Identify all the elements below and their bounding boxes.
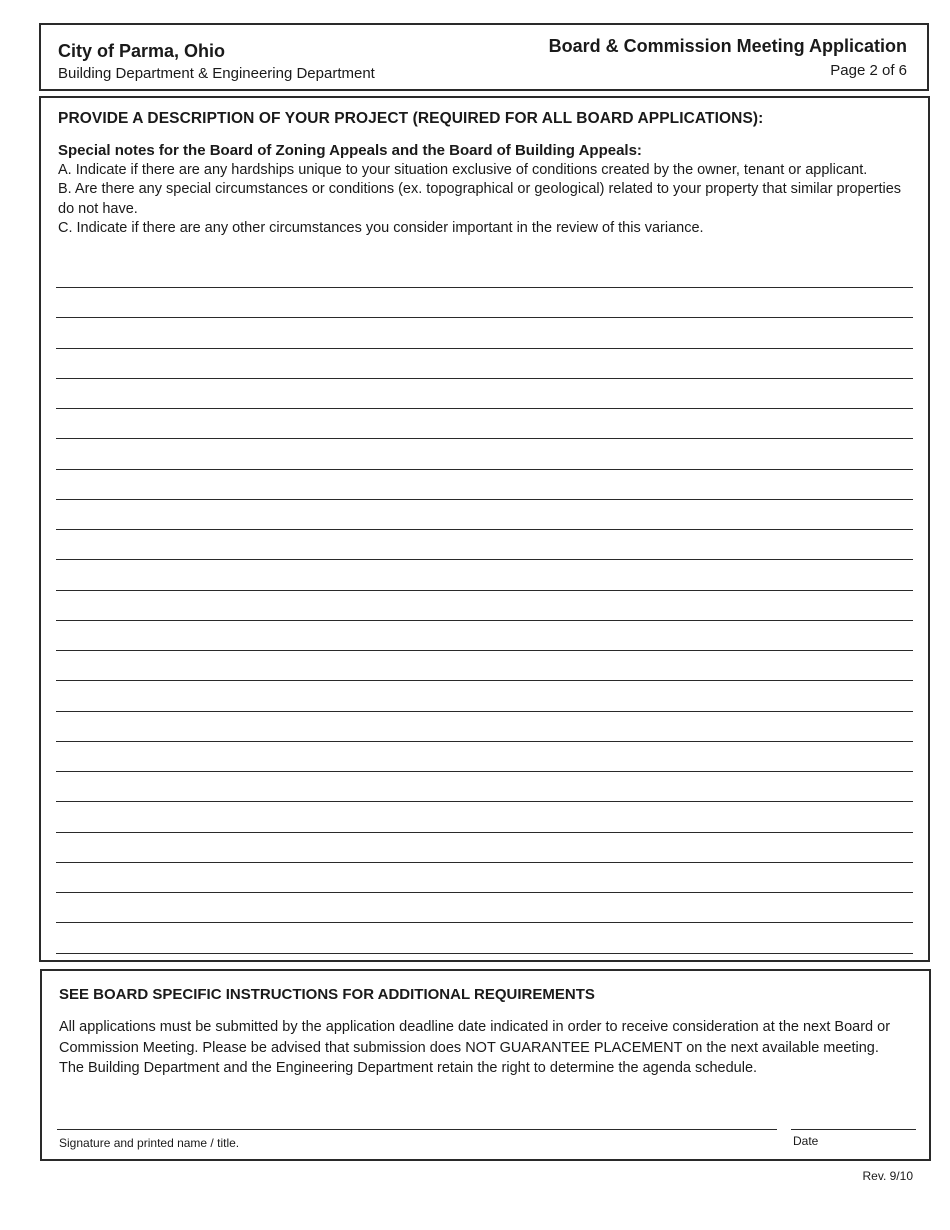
writing-line[interactable] [56,529,913,530]
note-b: B. Are there any special circumstances or conditions (ex. topographical or geological) related to your property that similar properties do not have. [58,181,902,217]
city-name: City of Parma, Ohio [58,41,226,61]
department-name: Building Department & Engineering Department [58,65,375,82]
writing-line[interactable] [56,408,913,409]
signature-line[interactable] [57,1129,777,1130]
writing-line[interactable] [56,469,913,470]
writing-line[interactable] [56,680,913,681]
writing-line[interactable] [56,953,913,954]
date-line[interactable] [791,1129,916,1130]
writing-line[interactable] [56,378,913,379]
form-title: Board & Commission Meeting Application [548,36,907,56]
writing-line[interactable] [56,650,913,651]
writing-line[interactable] [56,741,913,742]
description-section-title: PROVIDE A DESCRIPTION OF YOUR PROJECT (REQUIRED FOR ALL BOARD APPLICATIONS): [58,110,764,127]
writing-line[interactable] [56,499,913,500]
writing-line[interactable] [56,862,913,863]
writing-line[interactable] [56,348,913,349]
writing-line[interactable] [56,832,913,833]
note-a: A. Indicate if there are any hardships unique to your situation exclusive of conditions created by the owner, tenant or applicant. [58,161,868,178]
writing-line[interactable] [56,711,913,712]
special-notes [58,141,903,239]
writing-line[interactable] [56,922,913,923]
revision-note: Rev. 9/10 [862,1169,913,1183]
project-description-section [39,96,930,962]
instructions-text: All applications must be submitted by the application deadline date indicated in order to receive consideration at the next Board or Commission Meeting. Please be advised that submission does NOT GUARANTEE PLACEMENT on the next available meeting. The Building Department and the Engineering Department retain the right to determine the agenda schedule. [59,1019,891,1076]
writing-line[interactable] [56,801,913,802]
writing-line[interactable] [56,892,913,893]
page-number: Page 2 of 6 [830,62,907,79]
writing-line[interactable] [56,771,913,772]
writing-line[interactable] [56,590,913,591]
writing-line[interactable] [56,317,913,318]
date-label: Date [793,1134,819,1148]
note-c: C. Indicate if there are any other circumstances you consider important in the review of this variance. [58,220,704,236]
writing-line[interactable] [56,620,913,621]
instructions-section-title: SEE BOARD SPECIFIC INSTRUCTIONS FOR ADDITIONAL REQUIREMENTS [59,986,595,1003]
writing-line[interactable] [56,438,913,439]
writing-line[interactable] [56,559,913,560]
form-header [39,23,929,91]
notes-heading: Special notes for the Board of Zoning Appeals and the Board of Building Appeals: [58,142,642,159]
signature-label: Signature and printed name / title. [59,1136,240,1150]
instructions-section [40,969,931,1161]
writing-line[interactable] [56,287,913,288]
